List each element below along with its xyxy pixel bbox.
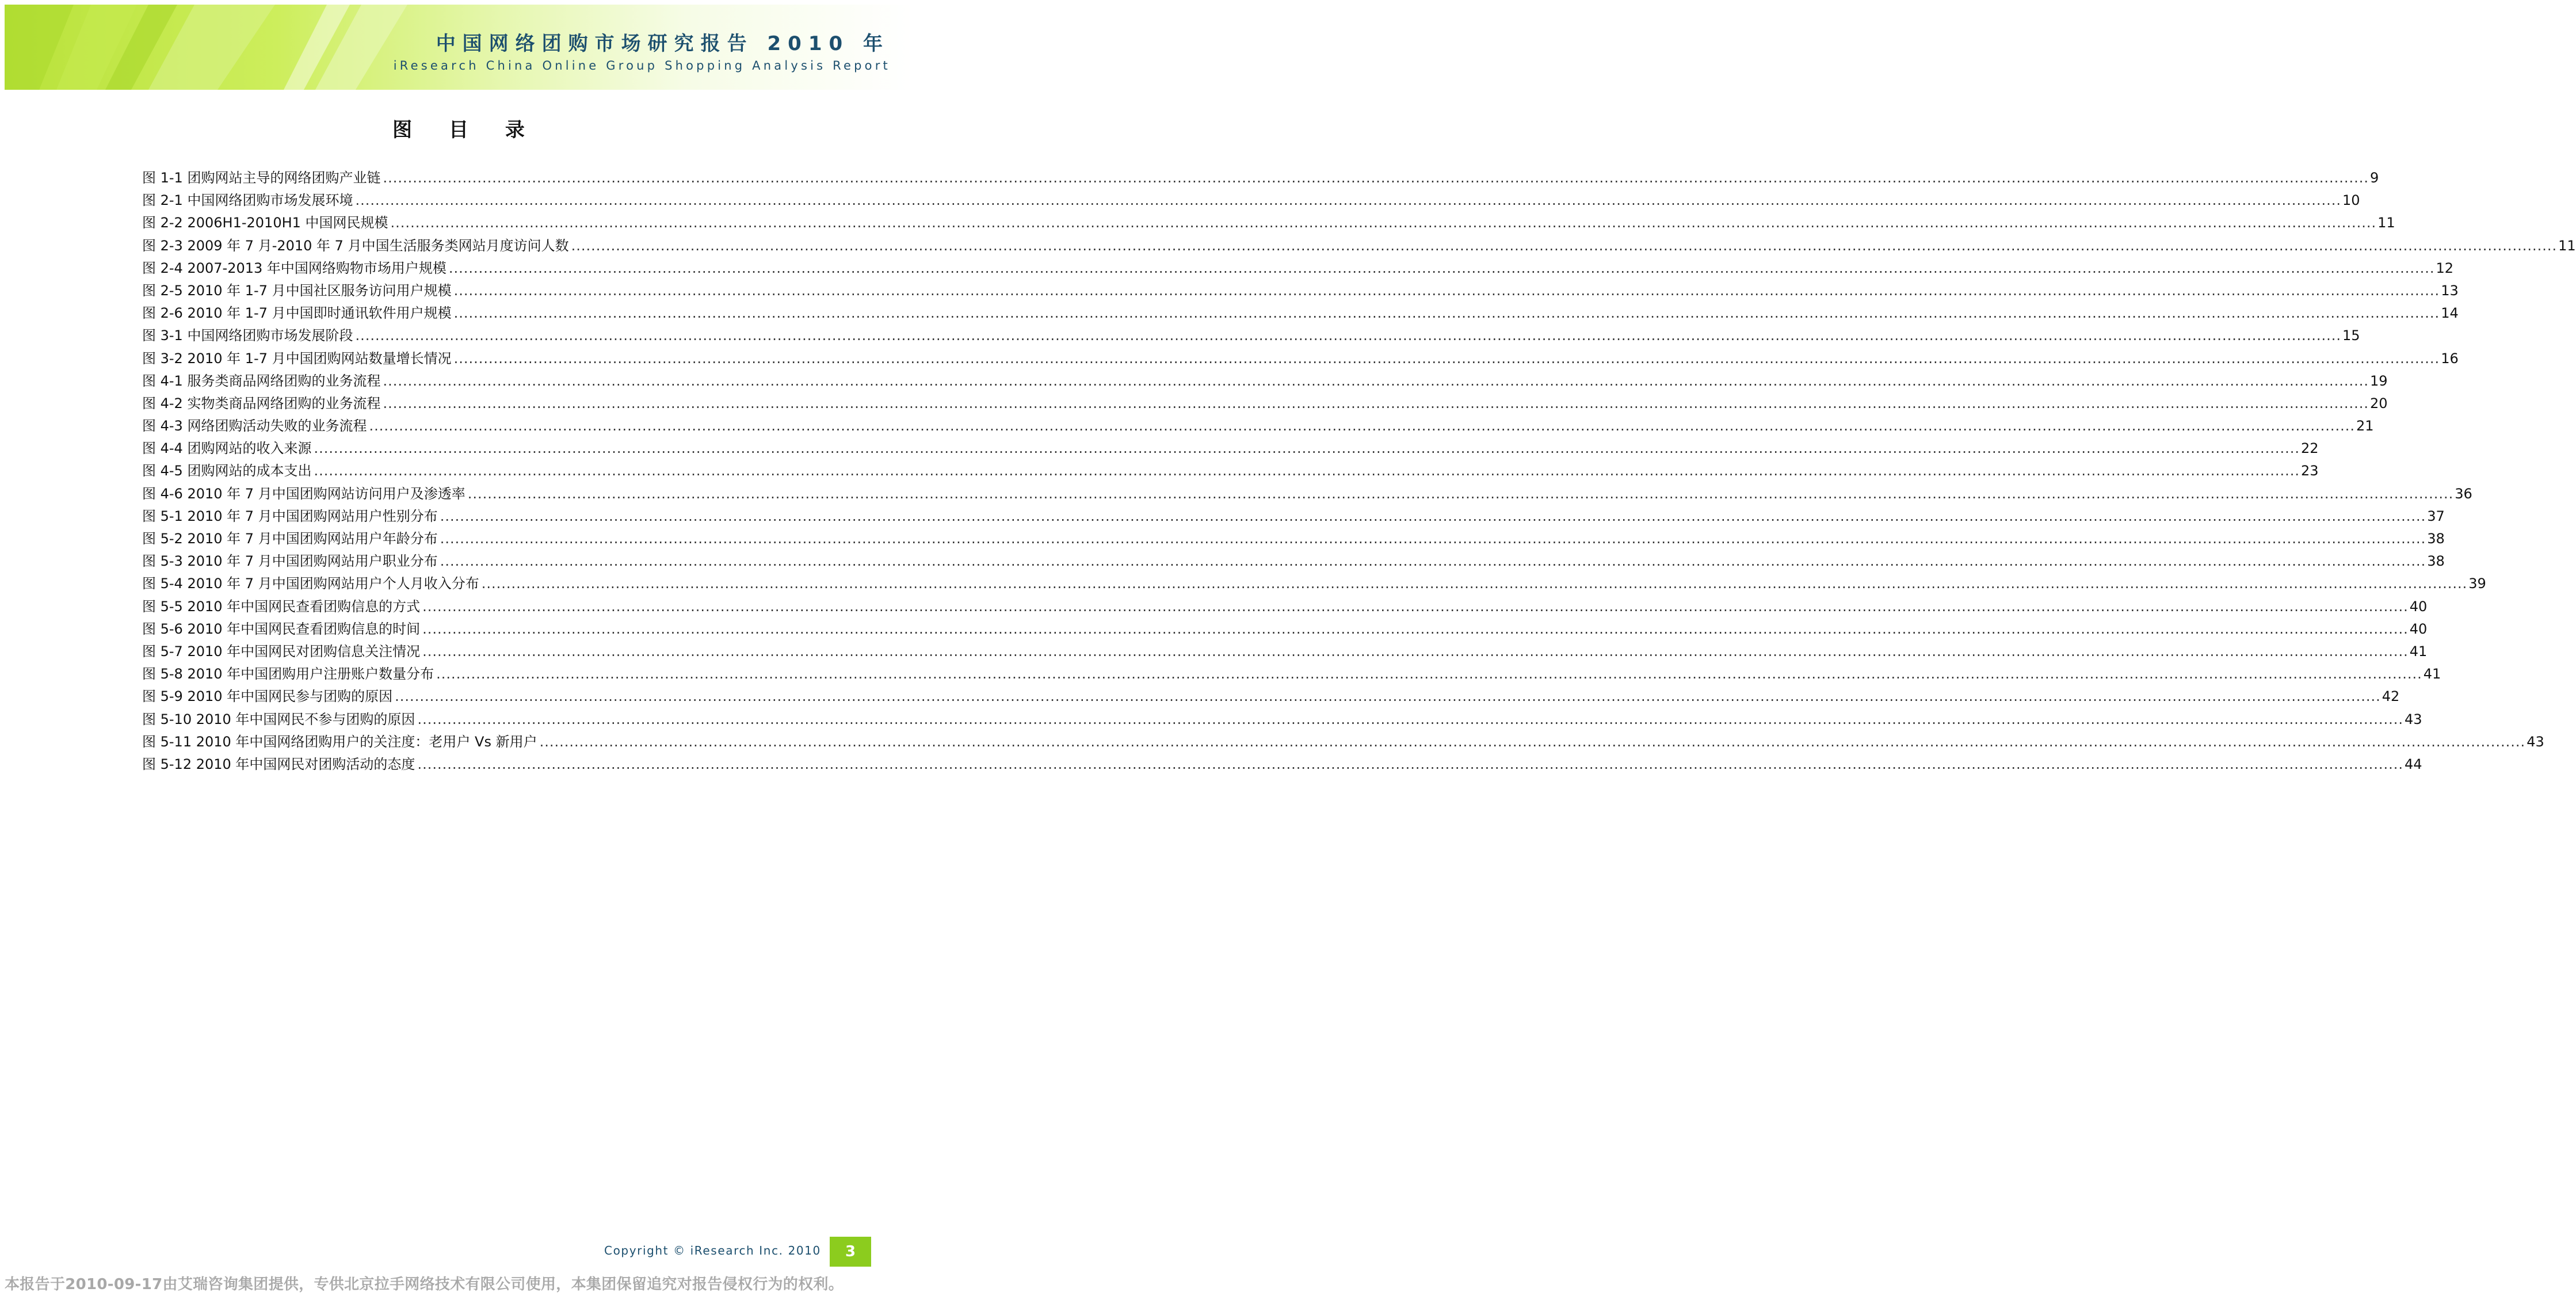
toc-entry-page: 16 (2441, 350, 2459, 367)
toc-dot-leader: ................................................................................................................................................................................................................................................................................................................................................................................................................ (417, 711, 2403, 727)
toc-dot-leader: ................................................................................................................................................................................................................................................................................................................................................................................................................ (355, 192, 2342, 209)
toc-entry[interactable] (142, 663, 2441, 685)
toc-entry-page: 21 (2356, 418, 2374, 434)
toc-dot-leader: ................................................................................................................................................................................................................................................................................................................................................................................................................ (390, 215, 2377, 231)
toc-entry[interactable] (142, 257, 2454, 280)
toc-entry-label: 图 5-3 2010 年 7 月中国团购网站用户职业分布 (142, 553, 438, 570)
toc-entry-label: 图 5-9 2010 年中国网民参与团购的原因 (142, 688, 393, 705)
toc-entry[interactable] (142, 415, 2374, 437)
toc-entry[interactable] (142, 235, 2576, 257)
toc-entry[interactable] (142, 641, 2428, 663)
toc-entry-label: 图 5-12 2010 年中国网民对团购活动的态度 (142, 756, 415, 772)
figure-table-of-contents (142, 167, 2576, 776)
toc-entry-page: 11 (2377, 215, 2395, 231)
toc-dot-leader: ................................................................................................................................................................................................................................................................................................................................................................................................................ (440, 553, 2426, 570)
toc-entry-label: 图 5-7 2010 年中国网民对团购信息关注情况 (142, 643, 421, 660)
toc-entry-page: 43 (2527, 733, 2544, 750)
toc-entry[interactable] (142, 370, 2388, 392)
toc-entry-page: 13 (2441, 282, 2459, 299)
toc-entry[interactable] (142, 550, 2445, 573)
toc-entry[interactable] (142, 483, 2472, 505)
toc-entry-label: 图 4-6 2010 年 7 月中国团购网站访问用户及渗透率 (142, 485, 465, 502)
toc-entry-page: 38 (2427, 553, 2445, 570)
toc-entry-page: 11 (2558, 237, 2576, 254)
toc-entry[interactable] (142, 437, 2319, 460)
header-banner (5, 5, 913, 90)
toc-entry[interactable] (142, 167, 2379, 189)
toc-dot-leader: ................................................................................................................................................................................................................................................................................................................................................................................................................ (422, 643, 2409, 660)
toc-entry-page: 40 (2409, 598, 2428, 615)
toc-entry-label: 图 4-1 服务类商品网络团购的业务流程 (142, 372, 381, 389)
toc-dot-leader: ................................................................................................................................................................................................................................................................................................................................................................................................................ (440, 531, 2426, 547)
toc-entry-label: 图 2-3 2009 年 7 月-2010 年 7 月中国生活服务类网站月度访问人数 (142, 237, 569, 254)
toc-dot-leader: ................................................................................................................................................................................................................................................................................................................................................................................................................ (314, 440, 2300, 457)
toc-dot-leader: ................................................................................................................................................................................................................................................................................................................................................................................................................ (539, 733, 2526, 750)
page-title: 图 目 录 (392, 119, 540, 142)
toc-entry-label: 图 5-5 2010 年中国网民查看团购信息的方式 (142, 598, 421, 615)
toc-entry-label: 图 2-5 2010 年 1-7 月中国社区服务访问用户规模 (142, 282, 452, 299)
toc-entry[interactable] (142, 460, 2319, 482)
toc-dot-leader: ................................................................................................................................................................................................................................................................................................................................................................................................................ (481, 575, 2468, 592)
toc-dot-leader: ................................................................................................................................................................................................................................................................................................................................................................................................................ (448, 260, 2435, 276)
toc-dot-leader: ................................................................................................................................................................................................................................................................................................................................................................................................................ (383, 170, 2369, 186)
toc-entry-page: 23 (2301, 463, 2319, 479)
page-number-badge (830, 1237, 871, 1267)
toc-entry-label: 图 2-4 2007-2013 年中国网络购物市场用户规模 (142, 260, 446, 276)
toc-entry-page: 39 (2468, 575, 2486, 592)
toc-entry[interactable] (142, 731, 2544, 753)
toc-entry-label: 图 2-6 2010 年 1-7 月中国即时通讯软件用户规模 (142, 305, 452, 322)
toc-dot-leader: ................................................................................................................................................................................................................................................................................................................................................................................................................ (383, 372, 2369, 389)
toc-entry[interactable] (142, 596, 2428, 618)
toc-entry[interactable] (142, 753, 2422, 776)
toc-entry-label: 图 3-1 中国网络团购市场发展阶段 (142, 327, 353, 344)
toc-entry-page: 36 (2455, 485, 2472, 502)
toc-entry[interactable] (142, 189, 2360, 212)
toc-dot-leader: ................................................................................................................................................................................................................................................................................................................................................................................................................ (571, 237, 2558, 254)
toc-entry[interactable] (142, 302, 2459, 325)
toc-dot-leader: ................................................................................................................................................................................................................................................................................................................................................................................................................ (369, 418, 2356, 434)
toc-dot-leader: ................................................................................................................................................................................................................................................................................................................................................................................................................ (314, 463, 2300, 479)
toc-entry-label: 图 5-10 2010 年中国网民不参与团购的原因 (142, 711, 415, 727)
toc-entry-label: 图 2-2 2006H1-2010H1 中国网民规模 (142, 215, 388, 231)
toc-dot-leader: ................................................................................................................................................................................................................................................................................................................................................................................................................ (355, 327, 2342, 344)
toc-entry-page: 10 (2342, 192, 2360, 209)
toc-entry[interactable] (142, 618, 2428, 641)
toc-entry[interactable] (142, 708, 2422, 731)
toc-entry-label: 图 5-1 2010 年 7 月中国团购网站用户性别分布 (142, 508, 438, 524)
toc-entry-label: 图 2-1 中国网络团购市场发展环境 (142, 192, 353, 209)
toc-dot-leader: ................................................................................................................................................................................................................................................................................................................................................................................................................ (422, 598, 2409, 615)
page-number: 3 (845, 1243, 856, 1260)
toc-entry-page: 41 (2423, 666, 2441, 683)
toc-entry-page: 40 (2409, 620, 2428, 637)
toc-entry-label: 图 4-5 团购网站的成本支出 (142, 463, 312, 479)
toc-dot-leader: ................................................................................................................................................................................................................................................................................................................................................................................................................ (440, 508, 2426, 524)
toc-entry[interactable] (142, 528, 2445, 550)
report-title-en: iResearch China Online Group Shopping Analysis Report (393, 59, 891, 73)
license-watermark: 本报告于2010-09-17由艾瑞咨询集团提供，专供北京拉手网络技术有限公司使用，本集团保留追究对报告侵权行为的权利。 (5, 1276, 844, 1293)
toc-entry-page: 12 (2436, 260, 2454, 276)
toc-entry-label: 图 5-6 2010 年中国网民查看团购信息的时间 (142, 620, 421, 637)
toc-entry[interactable] (142, 392, 2388, 415)
toc-entry[interactable] (142, 280, 2459, 302)
toc-entry-label: 图 3-2 2010 年 1-7 月中国团购网站数量增长情况 (142, 350, 452, 367)
toc-dot-leader: ................................................................................................................................................................................................................................................................................................................................................................................................................ (453, 305, 2440, 322)
toc-entry-page: 20 (2370, 395, 2388, 411)
toc-entry-page: 44 (2405, 756, 2422, 772)
toc-entry-label: 图 1-1 团购网站主导的网络团购产业链 (142, 170, 381, 186)
toc-entry-page: 9 (2370, 170, 2379, 186)
toc-entry[interactable] (142, 685, 2400, 708)
toc-dot-leader: ................................................................................................................................................................................................................................................................................................................................................................................................................ (436, 666, 2422, 683)
toc-entry-label: 图 5-8 2010 年中国团购用户注册账户数量分布 (142, 666, 434, 683)
toc-dot-leader: ................................................................................................................................................................................................................................................................................................................................................................................................................ (417, 756, 2403, 772)
report-title-cn: 中国网络团购市场研究报告 2010 年 (436, 32, 890, 55)
toc-entry-page: 37 (2427, 508, 2445, 524)
copyright-notice: Copyright © iResearch Inc. 2010 (604, 1244, 821, 1257)
toc-dot-leader: ................................................................................................................................................................................................................................................................................................................................................................................................................ (453, 350, 2440, 367)
toc-entry-label: 图 5-2 2010 年 7 月中国团购网站用户年龄分布 (142, 531, 438, 547)
toc-entry-page: 15 (2342, 327, 2360, 344)
toc-entry[interactable] (142, 505, 2445, 528)
toc-entry[interactable] (142, 348, 2459, 370)
toc-dot-leader: ................................................................................................................................................................................................................................................................................................................................................................................................................ (422, 620, 2409, 637)
toc-entry-page: 19 (2370, 372, 2388, 389)
toc-dot-leader: ................................................................................................................................................................................................................................................................................................................................................................................................................ (453, 282, 2440, 299)
toc-entry[interactable] (142, 212, 2395, 234)
toc-entry-label: 图 4-3 网络团购活动失败的业务流程 (142, 418, 367, 434)
toc-entry-label: 图 5-11 2010 年中国网络团购用户的关注度：老用户 Vs 新用户 (142, 733, 537, 750)
toc-entry-label: 图 5-4 2010 年 7 月中国团购网站用户个人月收入分布 (142, 575, 479, 592)
toc-entry-page: 22 (2301, 440, 2319, 457)
toc-entry-label: 图 4-4 团购网站的收入来源 (142, 440, 312, 457)
toc-entry-label: 图 4-2 实物类商品网络团购的业务流程 (142, 395, 381, 411)
toc-entry-page: 43 (2405, 711, 2422, 727)
toc-entry[interactable] (142, 573, 2486, 595)
toc-entry-page: 41 (2409, 643, 2428, 660)
toc-entry-page: 14 (2441, 305, 2459, 322)
toc-dot-leader: ................................................................................................................................................................................................................................................................................................................................................................................................................ (383, 395, 2369, 411)
toc-entry-page: 38 (2427, 531, 2445, 547)
toc-entry[interactable] (142, 325, 2360, 347)
toc-dot-leader: ................................................................................................................................................................................................................................................................................................................................................................................................................ (467, 485, 2454, 502)
toc-entry-page: 42 (2382, 688, 2400, 705)
toc-dot-leader: ................................................................................................................................................................................................................................................................................................................................................................................................................ (395, 688, 2381, 705)
